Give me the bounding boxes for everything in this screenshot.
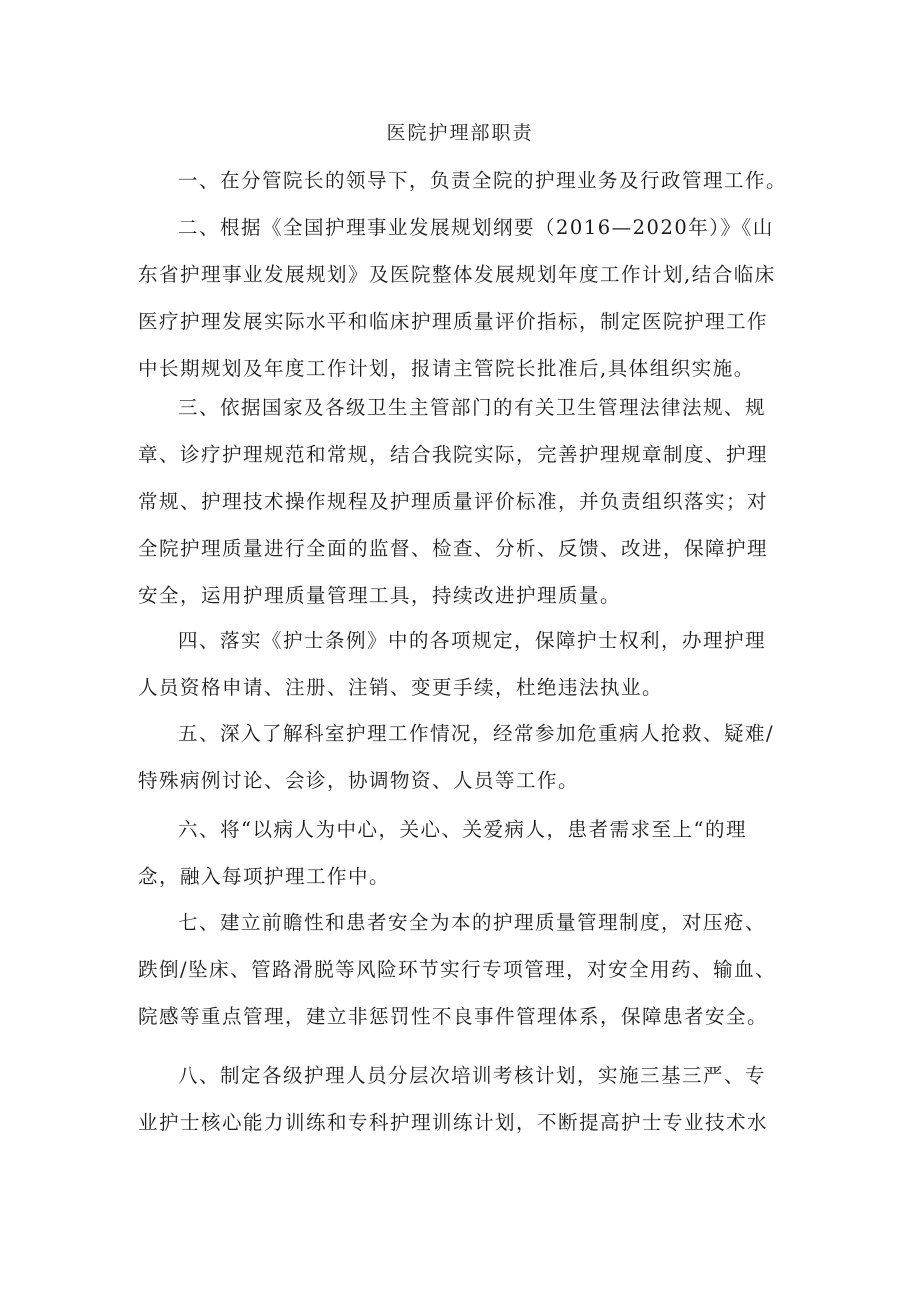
paragraph-line: 六、将“以病人为中心，关心、关爱病人，患者需求至上“的理 [178,818,747,841]
paragraph-line: 常规、护理技术操作规程及护理质量评价标准，并负责组织落实；对 [138,490,769,513]
paragraph-line: 安全，运用护理质量管理工具，持续改进护理质量。 [138,584,622,607]
paragraph-5 [138,710,798,804]
paragraph-line: 全院护理质量进行全面的监督、检查、分析、反馈、改进，保障护理 [138,537,769,560]
paragraph-line: 四、落实《护士条例》中的各项规定，保障护士权利，办理护理 [178,629,767,652]
paragraph-8 [138,1052,798,1146]
paragraph-line: 东省护理事业发展规划》及医院整体发展规划年度工作计划,结合临床 [138,263,776,286]
paragraph-4 [138,617,798,711]
paragraph-line: 业护士核心能力训练和专科护理训练计划，不断提高护士专业技术水 [138,1111,769,1134]
paragraph-line: 一、在分管院长的领导下，负责全院的护理业务及行政管理工作。 [178,169,788,192]
paragraph-line: 八、制定各级护理人员分层次培训考核计划，实施三基三严、专 [178,1064,767,1087]
document-title: 医院护理部职责 [386,122,534,144]
paragraph-line: 人员资格申请、注册、注销、变更手续，杜绝违法执业。 [138,676,664,699]
paragraph-line: 二、根据《全国护理事业发展规划纲要（2016—2020年）》《山 [178,216,774,239]
paragraph-line: 七、建立前瞻性和患者安全为本的护理质量管理制度，对压疮、 [178,911,767,934]
paragraph-1 [138,157,798,204]
paragraph-line: 医疗护理发展实际水平和临床护理质量评价指标，制定医院护理工作 [138,310,769,333]
paragraph-2 [138,204,798,392]
paragraph-line: 念，融入每项护理工作中。 [138,865,391,888]
paragraph-line: 院感等重点管理，建立非惩罚性不良事件管理体系，保障患者安全。 [138,1005,769,1028]
paragraph-line: 中长期规划及年度工作计划，报请主管院长批准后,具体组织实施。 [138,357,755,380]
paragraph-6 [138,806,798,900]
paragraph-7 [138,899,798,1040]
paragraph-line: 三、依据国家及各级卫生主管部门的有关卫生管理法律法规、规 [178,396,767,419]
paragraph-line: 章、诊疗护理规范和常规，结合我院实际，完善护理规章制度、护理 [138,443,769,466]
paragraph-line: 特殊病例讨论、会诊，协调物资、人员等工作。 [138,769,580,792]
paragraph-line: 五、深入了解科室护理工作情况，经常参加危重病人抢救、疑难/ [178,722,775,745]
paragraph-line: 跌倒/坠床、管路滑脱等风险环节实行专项管理，对安全用药、输血、 [138,958,777,981]
paragraph-3 [138,384,798,619]
